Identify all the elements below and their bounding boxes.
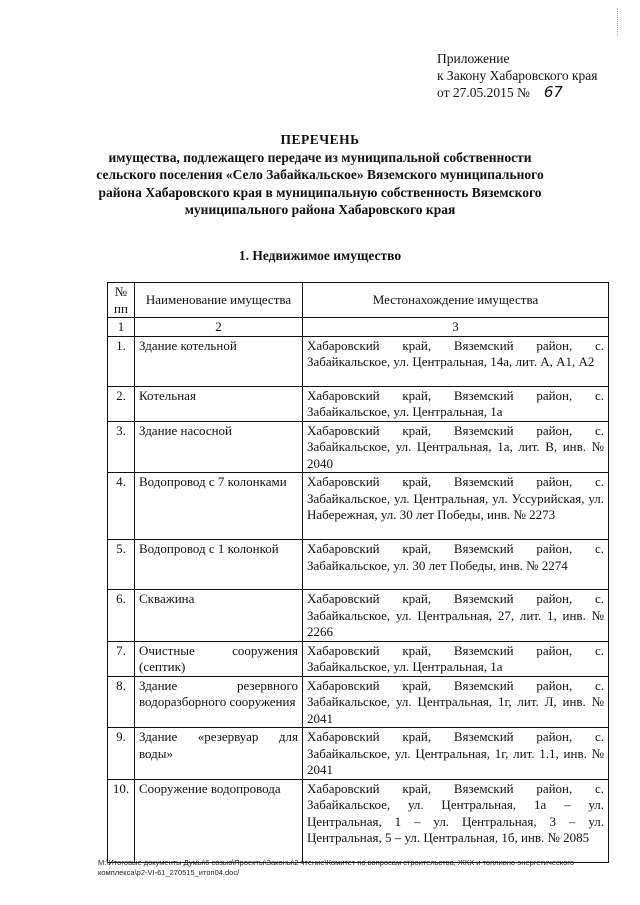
appendix-date: от 27.05.2015 № xyxy=(437,85,530,100)
document-title xyxy=(60,131,580,219)
title-line-1: имущества, подлежащего передаче из муниципальной собственности xyxy=(108,149,532,165)
row-location: Хабаровский край, Вяземский район, с. Забайкальское, ул. Центральная, 27, лит. 1, инв. № 2266 xyxy=(303,590,609,642)
row-location: Хабаровский край, Вяземский район, с. Забайкальское, ул. Центральная, 14а, лит. А, А1, А2 xyxy=(303,336,609,386)
table-row xyxy=(108,676,609,728)
table-row xyxy=(108,590,609,642)
row-location: Хабаровский край, Вяземский район, с. Забайкальское, ул. 30 лет Победы, инв. № 2274 xyxy=(303,540,609,590)
table-row xyxy=(108,779,609,862)
row-location: Хабаровский край, Вяземский район, с. Забайкальское, ул. Центральная, 1г, лит. Л, инв. № 2041 xyxy=(303,676,609,728)
row-location: Хабаровский край, Вяземский район, с. Забайкальское, ул. Центральная, 1а xyxy=(303,386,609,421)
table-row xyxy=(108,728,609,780)
row-name: Здание насосной xyxy=(135,421,303,473)
header-name: Наименование имущества xyxy=(135,283,303,318)
row-name: Сооружение водопровода xyxy=(135,779,303,862)
row-location: Хабаровский край, Вяземский район, с. Забайкальское, ул. Центральная, 1а – ул. Центральная, 1 – ул. Центральная, 3 – ул. Центральная, 5 – ул. Центральная, 1б, инв. № 2085 xyxy=(303,779,609,862)
section-heading: 1. Недвижимое имущество xyxy=(238,248,402,263)
appendix-line-2: к Закону Хабаровского края xyxy=(437,68,598,83)
appendix-line-3 xyxy=(437,84,598,101)
property-table xyxy=(107,282,609,863)
title-line-3: района Хабаровского края в муниципальную собственность Вяземского xyxy=(98,184,542,200)
header-num-top: № xyxy=(114,284,128,299)
table-row xyxy=(108,336,609,386)
table-row xyxy=(108,421,609,473)
title-line-4: муниципального района Хабаровского края xyxy=(184,202,456,217)
row-num: 6. xyxy=(108,590,135,642)
table-header-row xyxy=(108,283,609,318)
title-line-2: сельского поселения «Село Забайкальское» Вяземского муниципального xyxy=(96,167,544,182)
row-location: Хабаровский край, Вяземский район, с. Забайкальское, ул. Центральная, 1а, лит. В, инв. № 2040 xyxy=(303,421,609,473)
row-num: 7. xyxy=(108,641,135,676)
header-location: Местонахождение имущества xyxy=(303,283,609,318)
row-name: Здание резервного водоразборного сооружения xyxy=(135,676,303,728)
row-num: 5. xyxy=(108,540,135,590)
row-num: 9. xyxy=(108,728,135,780)
row-name: Скважина xyxy=(135,590,303,642)
header-num xyxy=(108,283,135,318)
row-num: 4. xyxy=(108,473,135,540)
row-name: Здание «резервуар для воды» xyxy=(135,728,303,780)
row-num: 2. xyxy=(108,386,135,421)
scan-mark xyxy=(617,8,624,36)
row-num: 10. xyxy=(108,779,135,862)
row-location: Хабаровский край, Вяземский район, с. Забайкальское, ул. Центральная, ул. Уссурийская, ул. Набережная, ул. 30 лет Победы, инв. № 2273 xyxy=(303,473,609,540)
row-name: Здание котельной xyxy=(135,336,303,386)
row-num: 1. xyxy=(108,336,135,386)
row-location: Хабаровский край, Вяземский район, с. Забайкальское, ул. Центральная, 1г, лит. 1.1, инв. № 2041 xyxy=(303,728,609,780)
row-name: Водопровод с 7 колонками xyxy=(135,473,303,540)
row-num: 3. xyxy=(108,421,135,473)
index-cell: 1 xyxy=(108,318,135,337)
index-cell: 2 xyxy=(135,318,303,337)
table-row xyxy=(108,641,609,676)
appendix-block xyxy=(437,50,598,101)
index-row xyxy=(108,318,609,337)
row-name: Очистные сооружения (септик) xyxy=(135,641,303,676)
row-location: Хабаровский край, Вяземский район, с. Забайкальское, ул. Центральная, 1а xyxy=(303,641,609,676)
table-row xyxy=(108,540,609,590)
table-body xyxy=(108,336,609,862)
index-cell: 3 xyxy=(303,318,609,337)
file-path-footer: M:\Итоговые документы Думы\6 созыв\Проекты\Законы\2 чтение\Комитет по вопросам строительства, ЖКХ и топливно-энергетического комплекса\р2-VI-61_270515_итоп04.doc/ xyxy=(98,858,575,877)
law-number: 67 xyxy=(543,83,563,101)
appendix-line-1: Приложение xyxy=(437,51,510,66)
title-heading: ПЕРЕЧЕНЬ xyxy=(280,132,360,147)
header-num-bottom: пп xyxy=(114,300,128,316)
row-name: Водопровод с 1 колонкой xyxy=(135,540,303,590)
table-row xyxy=(108,386,609,421)
row-name: Котельная xyxy=(135,386,303,421)
row-num: 8. xyxy=(108,676,135,728)
table-row xyxy=(108,473,609,540)
